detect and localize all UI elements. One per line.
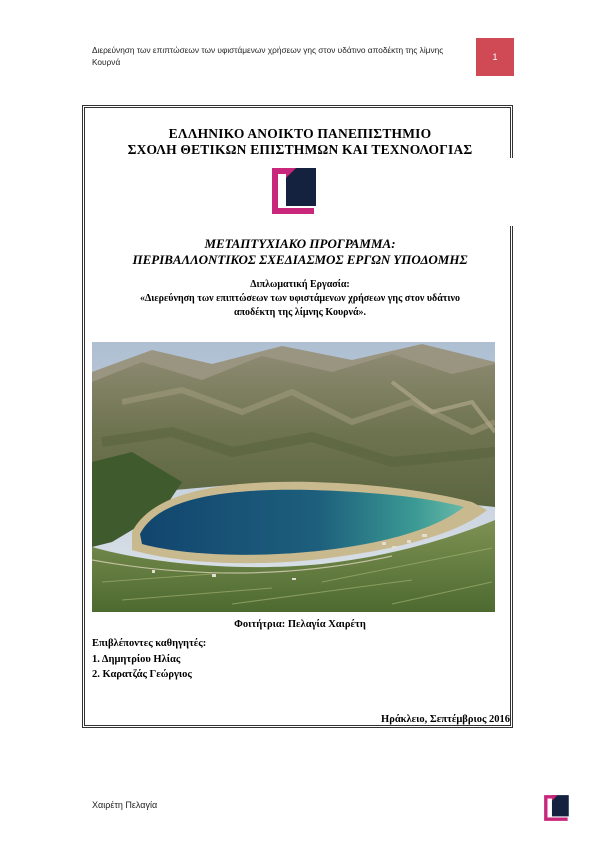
program-name: ΠΕΡΙΒΑΛΛΟΝΤΙΚΟΣ ΣΧΕΔΙΑΣΜΟΣ ΕΡΓΩΝ ΥΠΟΔΟΜΗΣ	[132, 252, 468, 267]
supervisor-item: 1. Δημητρίου Ηλίας	[92, 654, 181, 665]
footer-author: Χαιρέτη Πελαγία	[92, 800, 158, 810]
supervisor-item: 2. Καρατζάς Γεώργιος	[92, 669, 192, 680]
supervisors-label: Επιβλέποντες καθηγητές:	[92, 638, 207, 649]
lake-kournas-photo	[92, 342, 495, 612]
thesis-label: Διπλωματική Εργασία:	[250, 279, 350, 290]
eap-logo-icon	[270, 166, 320, 216]
page-number-badge	[476, 38, 514, 76]
place-and-date: Ηράκλειο, Σεπτέμβριος 2016	[381, 714, 510, 725]
running-header: Διερεύνηση των επιπτώσεων των υφιστάμενων χρήσεων γης στον υδάτινο αποδέκτη της λίμνης Κουρνά	[92, 45, 444, 67]
school-name: ΣΧΟΛΗ ΘΕΤΙΚΩΝ ΕΠΙΣΤΗΜΩΝ ΚΑΙ ΤΕΧΝΟΛΟΓΙΑΣ	[127, 142, 473, 157]
thesis-title-line1: «Διερεύνηση των επιπτώσεων των υφιστάμενων χρήσεων γης στον υδάτινο	[140, 293, 460, 304]
program-heading: ΜΕΤΑΠΤΥΧΙΑΚΟ ΠΡΟΓΡΑΜΜΑ:	[204, 236, 396, 251]
student-name: Φοιτήτρια: Πελαγία Χαιρέτη	[234, 619, 366, 630]
eap-logo-icon	[543, 794, 571, 822]
thesis-title-line2: αποδέκτη της λίμνης Κουρνά».	[233, 307, 367, 318]
university-name: ΕΛΛΗΝΙΚΟ ΑΝΟΙΚΤΟ ΠΑΝΕΠΙΣΤΗΜΙΟ	[168, 126, 432, 141]
page-number: 1	[492, 52, 498, 62]
